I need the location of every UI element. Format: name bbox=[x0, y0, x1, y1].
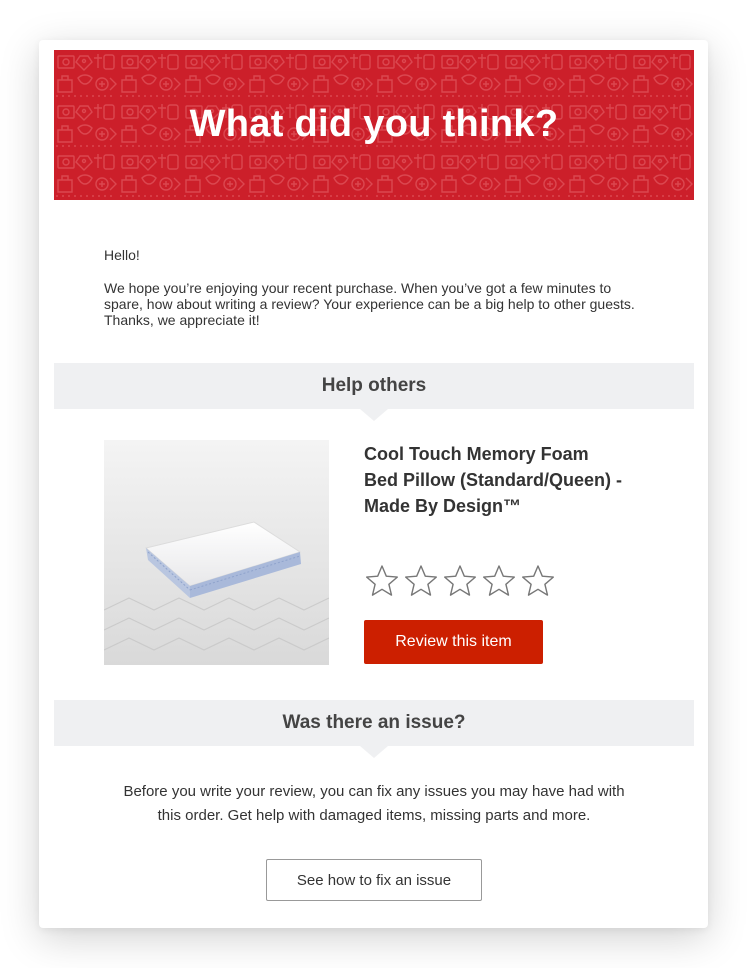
star-outline-icon[interactable] bbox=[403, 563, 439, 599]
help-others-heading-text: Help others bbox=[321, 375, 427, 396]
heading-notch bbox=[360, 409, 388, 421]
review-item-button[interactable]: Review this item bbox=[364, 620, 543, 664]
intro-message bbox=[104, 247, 644, 328]
greeting-text: Hello! bbox=[104, 247, 140, 263]
star-rating[interactable] bbox=[364, 563, 556, 599]
issue-body-text: Before you write your review, you can fix any issues you may have had with this order. Get help with damaged items, missing parts and more. bbox=[123, 783, 625, 824]
product-image[interactable] bbox=[104, 440, 329, 665]
heading-notch bbox=[360, 746, 388, 758]
issue-heading bbox=[54, 700, 694, 746]
product-title[interactable]: Cool Touch Memory Foam Bed Pillow (Standard/Queen) - Made By Design™ bbox=[364, 444, 623, 516]
email-card bbox=[39, 40, 708, 928]
help-others-heading bbox=[54, 363, 694, 409]
fix-issue-button[interactable]: See how to fix an issue bbox=[266, 859, 482, 901]
star-outline-icon[interactable] bbox=[442, 563, 478, 599]
issue-heading-text: Was there an issue? bbox=[282, 712, 466, 733]
star-outline-icon[interactable] bbox=[481, 563, 517, 599]
intro-body-text: We hope you’re enjoying your recent purchase. When you’ve got a few minutes to spare, how about writing a review? Your experience can be a big help to other guests. Thanks, we appreciate it! bbox=[104, 280, 635, 328]
banner-title: What did you think? bbox=[189, 103, 559, 145]
star-outline-icon[interactable] bbox=[520, 563, 556, 599]
pillow-image bbox=[104, 440, 329, 665]
header-banner bbox=[54, 50, 694, 200]
star-outline-icon[interactable] bbox=[364, 563, 400, 599]
